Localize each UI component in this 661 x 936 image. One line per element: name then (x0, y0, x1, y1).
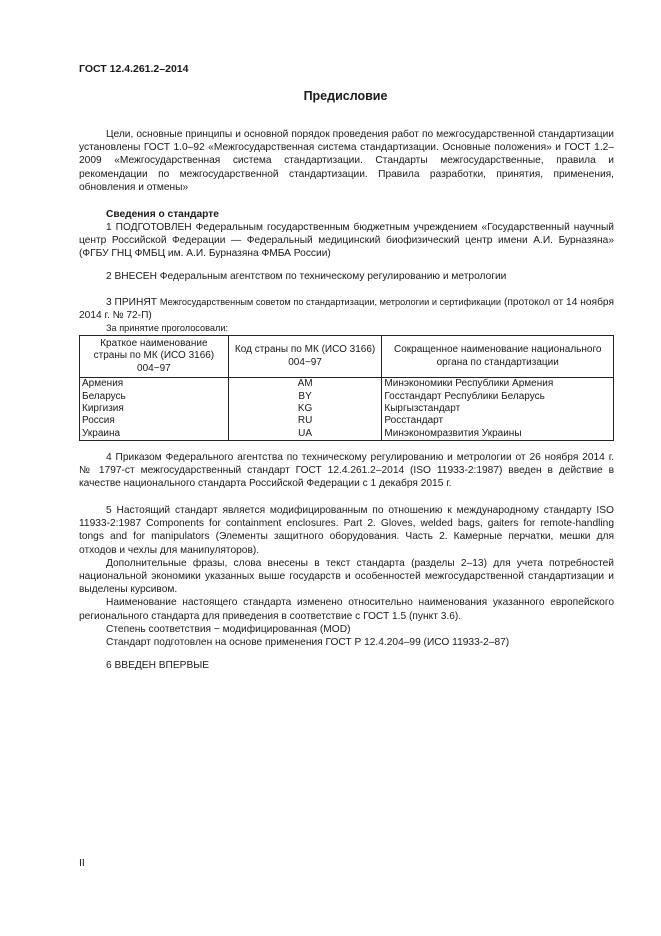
voting-countries-table (79, 335, 614, 441)
cell-country: Россия (80, 415, 229, 427)
item-5-para-5: Стандарт подготовлен на основе применения ГОСТ Р 12.4.204–99 (ИСО 11933-2–87) (106, 637, 510, 649)
cell-code: RU (228, 415, 382, 427)
header-country-name: Краткое наименование страны по МК (ИСО 3166) 004−97 (80, 336, 229, 378)
table-row (80, 403, 614, 415)
header-national-body: Сокращенное наименование национального органа по стандартизации (382, 336, 614, 378)
item-5-para-4: Степень соответствия − модифицированная (MOD) (106, 623, 351, 635)
table-row (80, 391, 614, 403)
cell-body: Госстандарт Республики Беларусь (382, 391, 614, 403)
cell-code: AM (228, 378, 382, 391)
table-row (80, 428, 614, 441)
item-4-order: 4 Приказом Федерального агентства по техническому регулированию и метрологии от 26 ноября 2014 г. № 1797-ст межгосударственный стандарт ГОСТ 12.4.261.2–2014 (ISO 11933-2:1987) введен в действие в качестве национального стандарта Российской Федерации с 1 декабря 2015 г. (79, 452, 614, 490)
item-5-modification (79, 504, 614, 649)
table-header-row (80, 336, 614, 378)
cell-body: Кыргызстандарт (382, 403, 614, 415)
page-number: II (79, 857, 85, 869)
item-3-lead: 3 ПРИНЯТ (106, 297, 157, 308)
item-5-para-1: 5 Настоящий стандарт является модифицированным по отношению к международному стандарту ISO 11933-2:1987 Components for containment enclosures. Part 2. Gloves, welded bags, gaiters for remote-handling tongs and for manipulators (Элементы защитного оборудования. Часть 2. Камерные перчатки, мешки для отходов и чехлы для манипуляторов). (79, 505, 614, 556)
cell-code: BY (228, 391, 382, 403)
table-row (80, 415, 614, 427)
cell-country: Армения (80, 378, 229, 391)
voted-caption: За принятие проголосовали: (106, 323, 229, 333)
page-title: Предисловие (303, 89, 388, 103)
item-5-para-3: Наименование настоящего стандарта изменено относительно наименования указанного европейского регионального стандарта для приведения в соответствие с ГОСТ 1.5 (пункт 3.6). (79, 597, 614, 622)
cell-code: KG (228, 403, 382, 415)
cell-country: Киргизия (80, 403, 229, 415)
cell-body: Минэкономразвития Украины (382, 428, 614, 441)
header-country-code: Код страны по МК (ИСО 3166) 004−97 (228, 336, 382, 378)
cell-body: Росстандарт (382, 415, 614, 427)
cell-body: Минэкономики Республики Армения (382, 378, 614, 391)
document-code-header: ГОСТ 12.4.261.2–2014 (79, 63, 189, 75)
section-heading: Сведения о стандарте (106, 209, 219, 220)
cell-country: Беларусь (80, 391, 229, 403)
cell-country: Украина (80, 428, 229, 441)
item-1-prepared: 1 ПОДГОТОВЛЕН Федеральным государственным бюджетным учреждением «Государственный научный центр Российской Федерации — Федеральный медицинский биофизический центр имени А.И. Бурназяна» (ФГБУ ГНЦ ФМБЦ им. А.И. Бурназяна ФМБА России) (79, 222, 614, 260)
item-3-council: Межгосударственным советом по стандартизации, метрологии и сертификации (159, 297, 502, 307)
cell-code: UA (228, 428, 382, 441)
item-3-protocol: (протокол от 14 ноября 2014 г. № 72-П) (79, 297, 614, 322)
item-6-introduced: 6 ВВЕДЕН ВПЕРВЫЕ (106, 660, 210, 671)
intro-paragraph: Цели, основные принципы и основной порядок проведения работ по межгосударственной стандартизации установлены ГОСТ 1.0–92 «Межгосударственная система стандартизации. Основные положения» и ГОСТ 1.2–2009 «Межгосударственная система стандартизации. Стандарты межгосударственные, правила и рекомендации по межгосударственной стандартизации. Правила разработки, принятия, применения, обновления и отмены» (79, 129, 614, 193)
item-3-adopted (79, 296, 614, 322)
item-2-submitted: 2 ВНЕСЕН Федеральным агентством по техническому регулированию и метрологии (106, 271, 507, 282)
item-5-para-2: Дополнительные фразы, слова внесены в текст стандарта (разделы 2–13) для учета потребностей национальной экономики указанных выше государств и особенностей межгосударственной стандартизации и выделены курсивом. (79, 557, 614, 596)
table-row (80, 378, 614, 391)
